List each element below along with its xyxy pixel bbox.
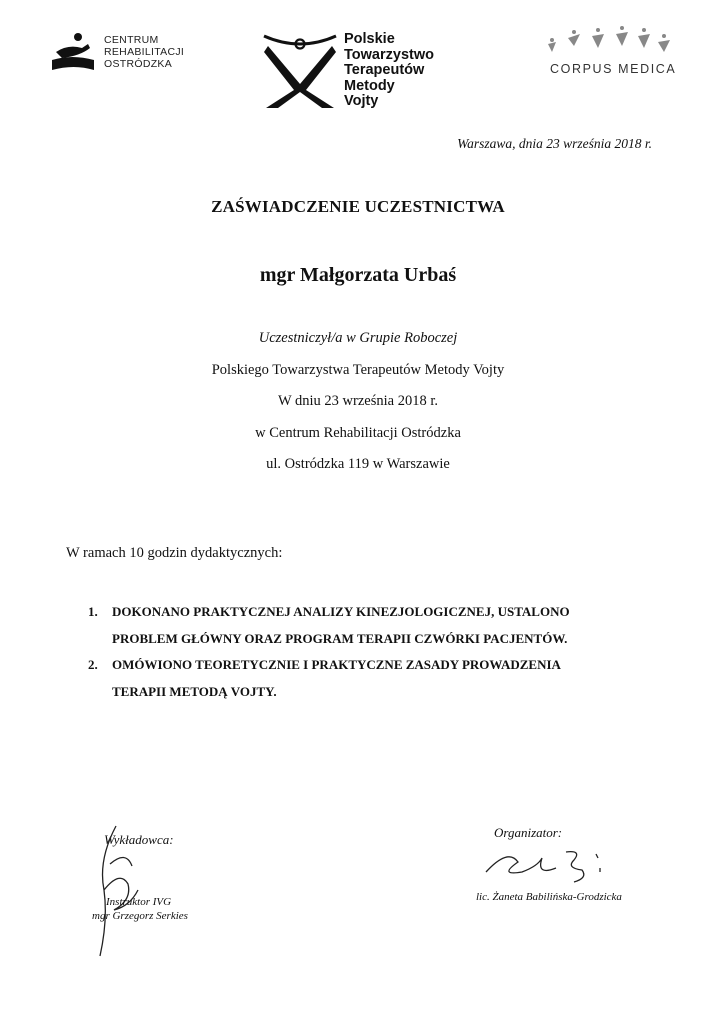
centrum-figure-icon <box>48 30 100 74</box>
centrum-rehabilitacji-logo <box>48 28 218 78</box>
centrum-logo-text <box>104 34 184 70</box>
certificate-title: ZAŚWIADCZENIE UCZESTNICTWA <box>211 197 505 216</box>
lecturer-role: Instruktor IVG <box>106 896 172 908</box>
ptt-vojty-logo-text <box>344 32 434 110</box>
date-line: Warszawa, dnia 23 września 2018 r. <box>457 136 652 151</box>
ptt-logo-line: Terapeutów <box>344 62 425 78</box>
list-item-text: TERAPII METODĄ VOJTY. <box>112 684 277 699</box>
list-item <box>88 651 648 705</box>
hours-intro: W ramach 10 godzin dydaktycznych: <box>66 545 283 561</box>
venue-line: w Centrum Rehabilitacji Ostródzka <box>255 425 461 441</box>
organizer-label: Organizator: <box>494 825 563 840</box>
ptt-logo-line: Vojty <box>344 93 379 109</box>
corpus-medica-logo <box>540 22 690 82</box>
lecturer-label: Wykładowca: <box>104 832 174 847</box>
list-item-number: 2. <box>88 657 98 672</box>
corpus-medica-figures-icon <box>540 22 680 56</box>
list-item-number: 1. <box>88 604 98 619</box>
centrum-logo-line: REHABILITACJI <box>104 46 185 58</box>
ptt-vojty-logo <box>262 32 492 112</box>
participation-line: Uczestniczył/a w Grupie Roboczej <box>258 330 458 346</box>
event-date-line: W dniu 23 września 2018 r. <box>277 393 438 409</box>
lecturer-name: mgr Grzegorz Serkies <box>92 910 188 922</box>
ptt-logo-line: Polskie <box>344 31 395 47</box>
organization-line: Polskiego Towarzystwa Terapeutów Metody Vojty <box>211 362 505 378</box>
ptt-logo-line: Towarzystwo <box>344 46 434 63</box>
list-item-text: PROBLEM GŁÓWNY ORAZ PROGRAM TERAPII CZWÓRKI PACJENTÓW. <box>112 631 568 646</box>
address-line: ul. Ostródzka 119 w Warszawie <box>266 456 450 472</box>
organizer-name: lic. Żaneta Babilińska-Grodzicka <box>476 891 622 903</box>
centrum-logo-line: OSTRÓDZKA <box>104 58 173 70</box>
organizer-signature <box>478 842 608 892</box>
list-item-text: DOKONANO PRAKTYCZNEJ ANALIZY KINEZJOLOGICZNEJ, USTALONO <box>112 604 570 619</box>
recipient-name: mgr Małgorzata Urbaś <box>259 264 457 286</box>
ptt-logo-line: Metody <box>344 77 395 94</box>
centrum-logo-line: CENTRUM <box>104 34 159 46</box>
list-item-text: OMÓWIONO TEORETYCZNIE I PRAKTYCZNE ZASADY PROWADZENIA <box>112 657 561 672</box>
corpus-medica-text: CORPUS MEDICA <box>550 62 677 76</box>
ptt-vojty-emblem-icon <box>262 32 338 112</box>
lecturer-signature <box>86 820 156 960</box>
list-item <box>88 598 648 652</box>
